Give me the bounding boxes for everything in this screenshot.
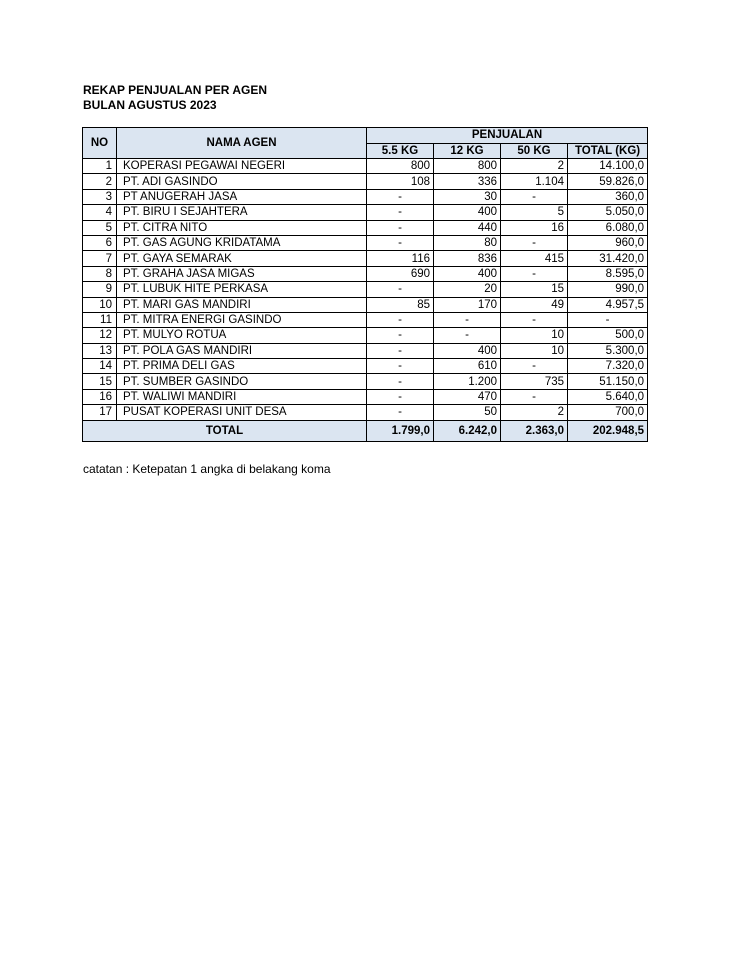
cell-no: 1 — [83, 159, 117, 174]
cell-12-kg: 470 — [434, 389, 501, 404]
total-kg: 202.948,5 — [568, 420, 648, 441]
sales-table — [82, 127, 648, 442]
cell-50-kg: 15 — [501, 282, 568, 297]
cell-5-5-kg: 108 — [367, 174, 434, 189]
cell-12-kg: 400 — [434, 266, 501, 281]
cell-5-5-kg: - — [367, 235, 434, 250]
total-label: TOTAL — [83, 420, 367, 441]
cell-no: 11 — [83, 312, 117, 327]
table-footer — [83, 420, 648, 441]
table-body — [83, 159, 648, 421]
table-row — [83, 220, 648, 235]
table-row — [83, 205, 648, 220]
cell-no: 12 — [83, 328, 117, 343]
table-row — [83, 405, 648, 420]
cell-nama-agen: KOPERASI PEGAWAI NEGERI — [117, 159, 367, 174]
cell-12-kg: 440 — [434, 220, 501, 235]
cell-12-kg: 400 — [434, 205, 501, 220]
cell-50-kg: 5 — [501, 205, 568, 220]
cell-total-kg: 960,0 — [568, 235, 648, 250]
cell-nama-agen: PT. GRAHA JASA MIGAS — [117, 266, 367, 281]
cell-total-kg: 700,0 — [568, 405, 648, 420]
cell-no: 17 — [83, 405, 117, 420]
table-row — [83, 389, 648, 404]
table-row — [83, 235, 648, 250]
header-12-kg: 12 KG — [434, 143, 501, 159]
cell-50-kg: 49 — [501, 297, 568, 312]
cell-5-5-kg: - — [367, 389, 434, 404]
cell-50-kg: 16 — [501, 220, 568, 235]
cell-total-kg: 51.150,0 — [568, 374, 648, 389]
header-total-kg: TOTAL (KG) — [568, 143, 648, 159]
cell-nama-agen: PT. SUMBER GASINDO — [117, 374, 367, 389]
header-50-kg: 50 KG — [501, 143, 568, 159]
table-row — [83, 312, 648, 327]
cell-no: 6 — [83, 235, 117, 250]
cell-total-kg: 7.320,0 — [568, 359, 648, 374]
cell-50-kg: 735 — [501, 374, 568, 389]
cell-12-kg: 30 — [434, 189, 501, 204]
table-row — [83, 189, 648, 204]
cell-50-kg: 2 — [501, 405, 568, 420]
table-row — [83, 328, 648, 343]
cell-nama-agen: PT. BIRU I SEJAHTERA — [117, 205, 367, 220]
cell-50-kg: 415 — [501, 251, 568, 266]
table-row — [83, 159, 648, 174]
cell-no: 5 — [83, 220, 117, 235]
cell-12-kg: 170 — [434, 297, 501, 312]
cell-12-kg: 610 — [434, 359, 501, 374]
cell-5-5-kg: - — [367, 220, 434, 235]
total-12-kg: 6.242,0 — [434, 420, 501, 441]
table-row — [83, 297, 648, 312]
table-row — [83, 251, 648, 266]
cell-5-5-kg: - — [367, 374, 434, 389]
total-5-5-kg: 1.799,0 — [367, 420, 434, 441]
cell-total-kg: 990,0 — [568, 282, 648, 297]
cell-total-kg: 8.595,0 — [568, 266, 648, 281]
cell-nama-agen: PT. MITRA ENERGI GASINDO — [117, 312, 367, 327]
cell-total-kg: 5.640,0 — [568, 389, 648, 404]
cell-5-5-kg: 800 — [367, 159, 434, 174]
cell-no: 7 — [83, 251, 117, 266]
report-subtitle: BULAN AGUSTUS 2023 — [83, 98, 217, 112]
table-header — [83, 128, 648, 159]
cell-nama-agen: PT. CITRA NITO — [117, 220, 367, 235]
total-row — [83, 420, 648, 441]
cell-total-kg: 4.957,5 — [568, 297, 648, 312]
cell-5-5-kg: 116 — [367, 251, 434, 266]
cell-50-kg: - — [501, 312, 568, 327]
header-5-5-kg: 5.5 KG — [367, 143, 434, 159]
cell-5-5-kg: - — [367, 312, 434, 327]
cell-50-kg: - — [501, 266, 568, 281]
total-50-kg: 2.363,0 — [501, 420, 568, 441]
cell-nama-agen: PT ANUGERAH JASA — [117, 189, 367, 204]
cell-12-kg: 836 — [434, 251, 501, 266]
header-no: NO — [83, 128, 117, 159]
cell-12-kg: - — [434, 312, 501, 327]
cell-5-5-kg: - — [367, 282, 434, 297]
cell-nama-agen: PT. POLA GAS MANDIRI — [117, 343, 367, 358]
cell-12-kg: 1.200 — [434, 374, 501, 389]
cell-50-kg: 10 — [501, 343, 568, 358]
footnote: catatan : Ketepatan 1 angka di belakang koma — [83, 462, 331, 476]
cell-50-kg: - — [501, 235, 568, 250]
cell-total-kg: 14.100,0 — [568, 159, 648, 174]
table-row — [83, 174, 648, 189]
cell-total-kg: - — [568, 312, 648, 327]
cell-50-kg: 1.104 — [501, 174, 568, 189]
cell-no: 15 — [83, 374, 117, 389]
cell-12-kg: 336 — [434, 174, 501, 189]
cell-nama-agen: PT. ADI GASINDO — [117, 174, 367, 189]
cell-total-kg: 59.826,0 — [568, 174, 648, 189]
cell-50-kg: - — [501, 359, 568, 374]
cell-12-kg: 50 — [434, 405, 501, 420]
cell-50-kg: - — [501, 189, 568, 204]
table-row — [83, 374, 648, 389]
cell-nama-agen: PT. MARI GAS MANDIRI — [117, 297, 367, 312]
cell-12-kg: 800 — [434, 159, 501, 174]
table-row — [83, 359, 648, 374]
cell-total-kg: 360,0 — [568, 189, 648, 204]
cell-no: 9 — [83, 282, 117, 297]
cell-50-kg: 10 — [501, 328, 568, 343]
cell-no: 3 — [83, 189, 117, 204]
cell-5-5-kg: 690 — [367, 266, 434, 281]
cell-total-kg: 5.300,0 — [568, 343, 648, 358]
cell-12-kg: 20 — [434, 282, 501, 297]
cell-50-kg: 2 — [501, 159, 568, 174]
table-row — [83, 282, 648, 297]
cell-5-5-kg: - — [367, 328, 434, 343]
cell-total-kg: 500,0 — [568, 328, 648, 343]
cell-nama-agen: PT. WALIWI MANDIRI — [117, 389, 367, 404]
cell-no: 10 — [83, 297, 117, 312]
cell-12-kg: 400 — [434, 343, 501, 358]
cell-no: 16 — [83, 389, 117, 404]
cell-no: 2 — [83, 174, 117, 189]
header-nama-agen: NAMA AGEN — [117, 128, 367, 159]
cell-5-5-kg: 85 — [367, 297, 434, 312]
cell-no: 4 — [83, 205, 117, 220]
cell-nama-agen: PT. MULYO ROTUA — [117, 328, 367, 343]
header-penjualan: PENJUALAN — [367, 128, 648, 144]
cell-no: 8 — [83, 266, 117, 281]
cell-5-5-kg: - — [367, 359, 434, 374]
cell-5-5-kg: - — [367, 205, 434, 220]
cell-total-kg: 6.080,0 — [568, 220, 648, 235]
cell-12-kg: - — [434, 328, 501, 343]
cell-no: 14 — [83, 359, 117, 374]
cell-12-kg: 80 — [434, 235, 501, 250]
cell-nama-agen: PUSAT KOPERASI UNIT DESA — [117, 405, 367, 420]
cell-5-5-kg: - — [367, 405, 434, 420]
cell-nama-agen: PT. GAYA SEMARAK — [117, 251, 367, 266]
cell-nama-agen: PT. PRIMA DELI GAS — [117, 359, 367, 374]
cell-50-kg: - — [501, 389, 568, 404]
table-row — [83, 266, 648, 281]
cell-5-5-kg: - — [367, 189, 434, 204]
cell-total-kg: 31.420,0 — [568, 251, 648, 266]
cell-nama-agen: PT. GAS AGUNG KRIDATAMA — [117, 235, 367, 250]
cell-total-kg: 5.050,0 — [568, 205, 648, 220]
table-row — [83, 343, 648, 358]
cell-nama-agen: PT. LUBUK HITE PERKASA — [117, 282, 367, 297]
cell-no: 13 — [83, 343, 117, 358]
cell-5-5-kg: - — [367, 343, 434, 358]
report-title: REKAP PENJUALAN PER AGEN — [83, 83, 268, 97]
